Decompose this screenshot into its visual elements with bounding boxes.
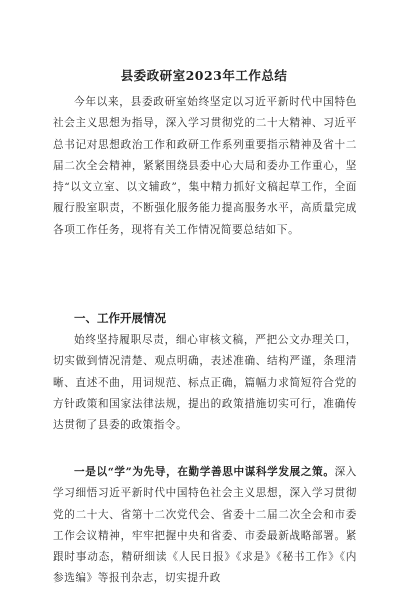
point-body: 深入学习细悟习近平新时代中国特色社会主义思想，深入学习贯彻党的二十大、省第十二次党代会、省委十二届二次全会和市委工作会议精神，牢牢把握中央和省委、市委最新战略部署。紧跟时事动态，精研细读《人民日报》《求是》《秘书工作》《内参选编》等报刊杂志，切实提升政 [53,466,357,585]
section-paragraph: 始终坚持履职尽责，细心审核文稿，严把公文办理关口，切实做到情况清楚、观点明确，表述准确、结构严谨，条理清晰、直述不曲，用词规范、标点正确，篇幅力求简短符合党的方针政策和国家法律法规，提出的政策措施切实可行，准确传达贯彻了县委的政策指令。 [53,334,357,432]
point-lead: 一是以“学”为先导，在勤学善思中谋科学发展之策。 [74,466,335,478]
document-title: 县委政研室2023年工作总结 [120,68,288,83]
intro-paragraph: 今年以来，县委政研室始终坚定以习近平新时代中国特色社会主义思想为指导，深入学习贯彻党的二十大精神、习近平总书记对思想政治工作和政研工作系列重要指示精神及省十二届二次全会精神，紧紧围绕县委中心大局和委办工作重心，坚持“以文立室、以文辅政”，集中精力抓好文稿起草工作，全面履行股室职责，不断强化服务能力提高服务水平，高质量完成各项工作任务，现将有关工作情况简要总结如下。 [53,96,357,236]
point-paragraph [53,462,357,590]
section-heading: 一、工作开展情况 [74,311,166,325]
